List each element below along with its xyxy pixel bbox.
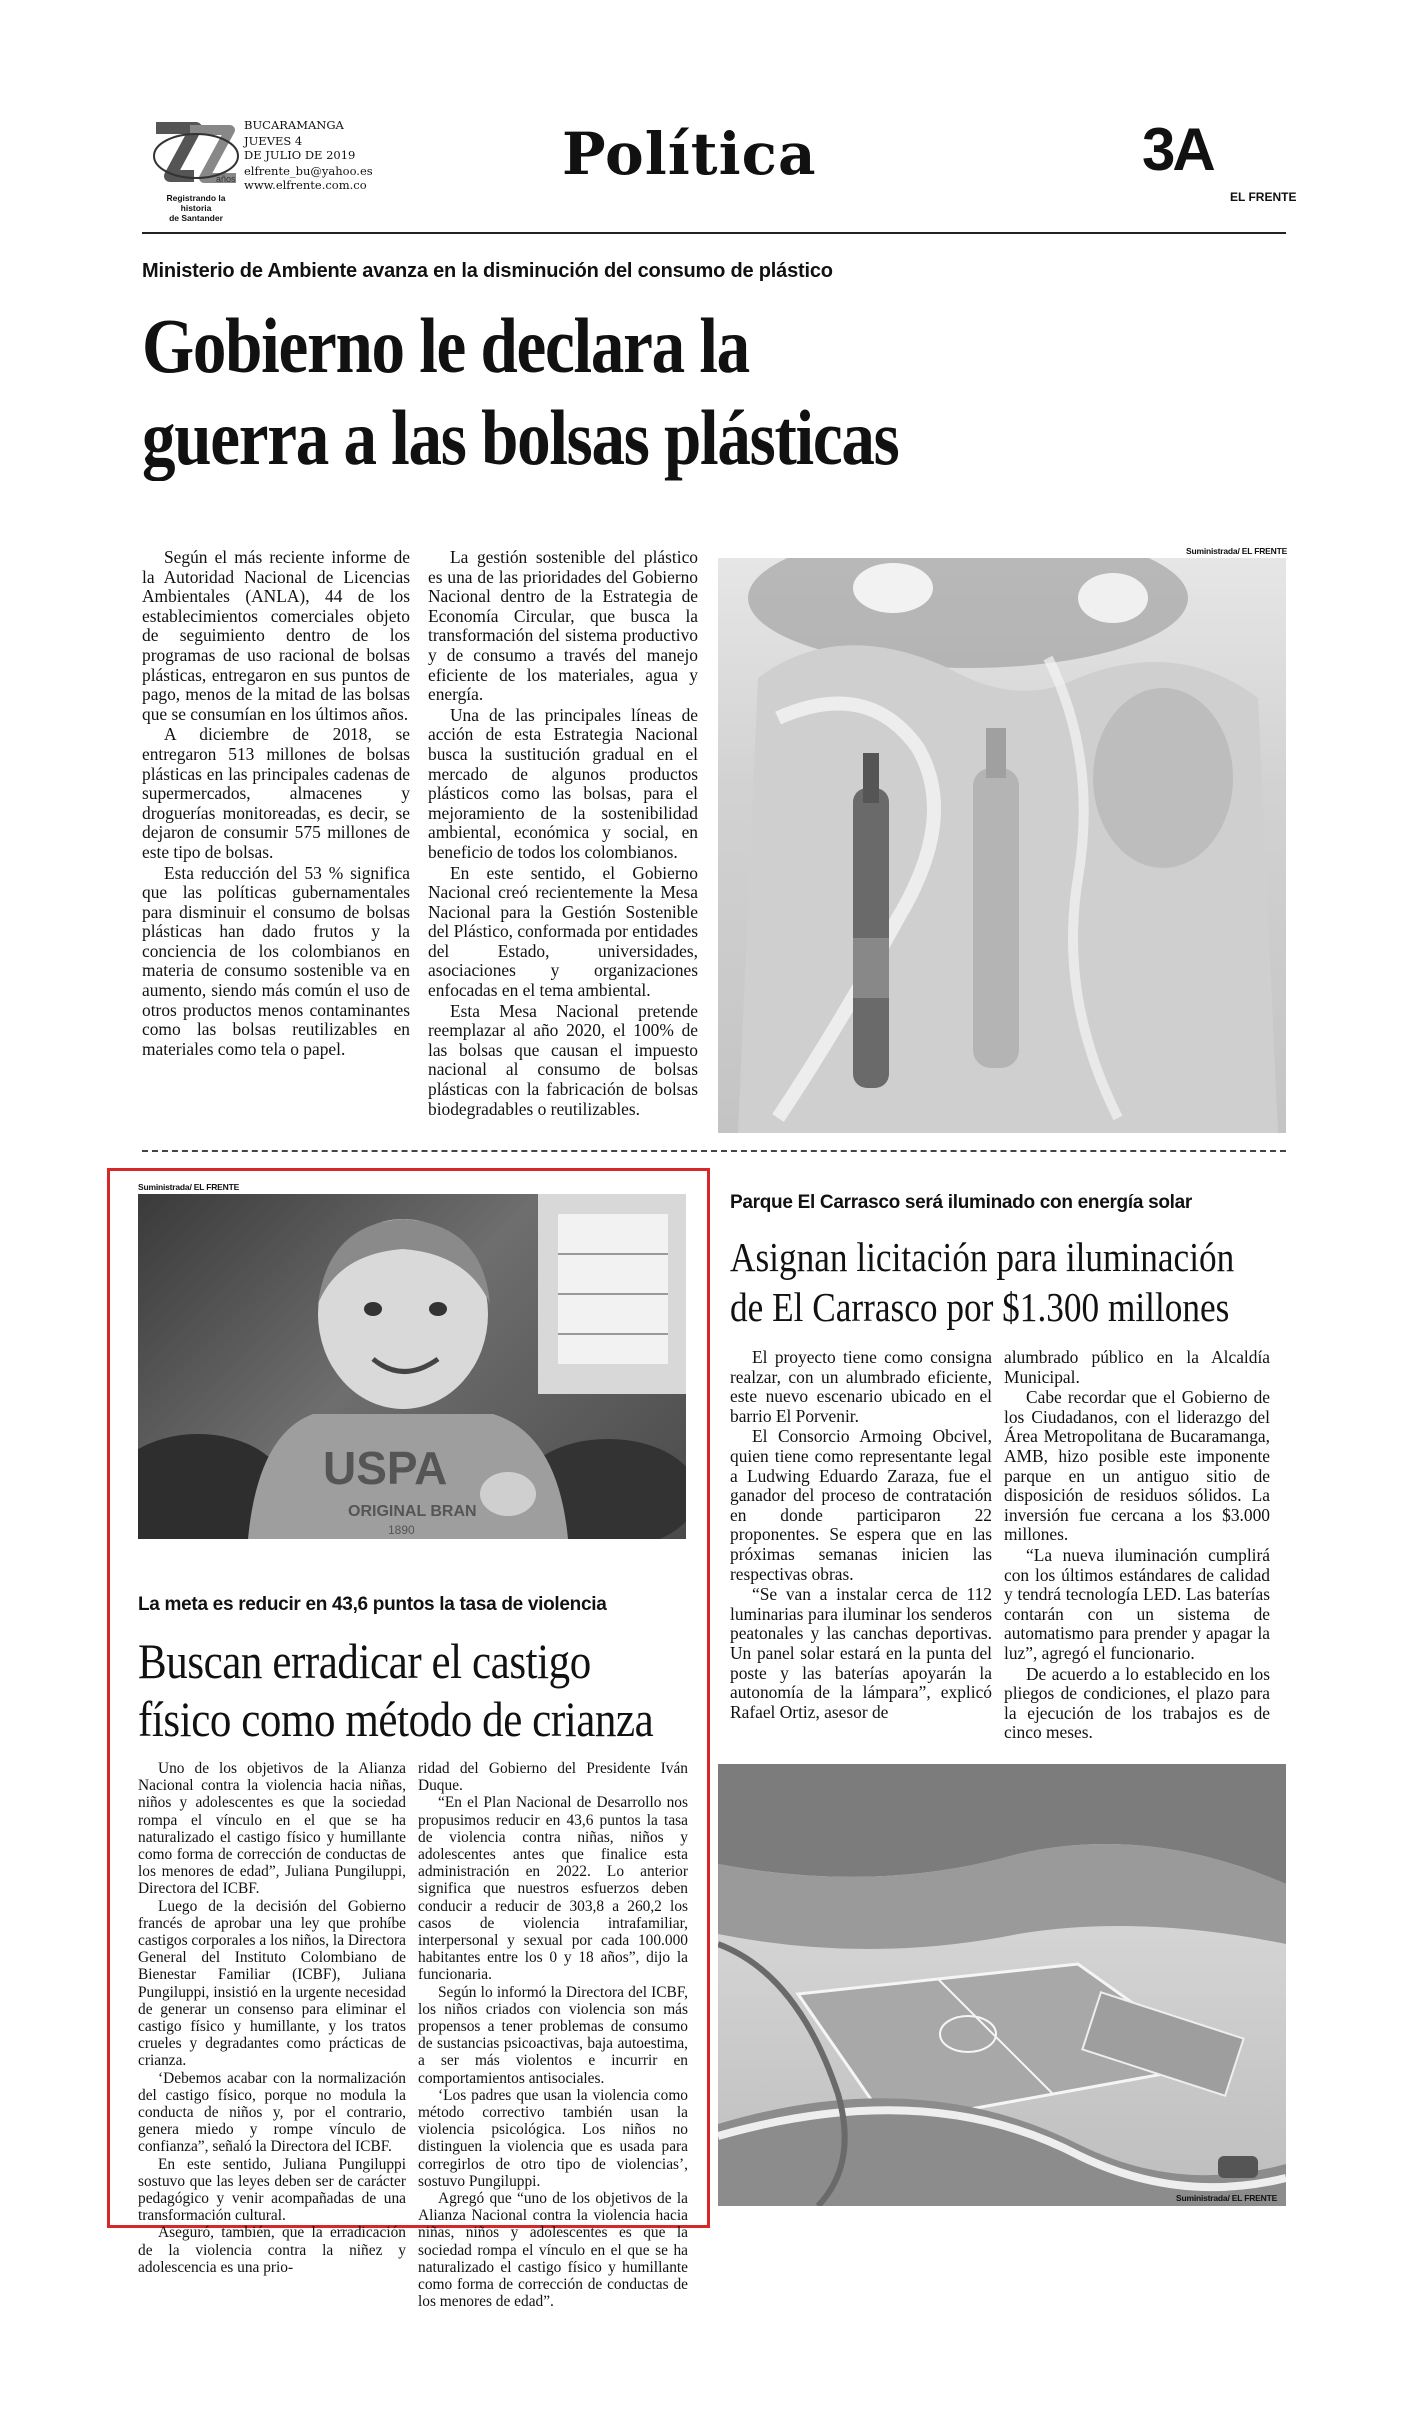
masthead-info: [244, 118, 373, 192]
story1-headline: [142, 300, 898, 484]
story1-column2: [428, 548, 698, 1120]
story1-kicker: Ministerio de Ambiente avanza en la disminución del consumo de plástico: [142, 260, 833, 282]
story2-kicker: La meta es reducir en 43,6 puntos la tasa de violencia: [138, 1594, 607, 1615]
story3-paragraph: El Consorcio Armoing Obcivel, quien tiene como representante legal a Ludwing Eduardo Zaraza, fue el ganador del proceso de contratación en donde participaron 22 proponentes. Se espera que en las próximas semanas inicien las respectivas obras.: [730, 1426, 992, 1584]
story2-paragraph-continued: ridad del Gobierno del Presidente Iván Duque.: [418, 1760, 688, 1795]
story2-paragraph: ‘Los padres que usan la violencia como método correctivo también usan la violencia psicológica. Los niños no distinguen la violencia que es usada para corregirlos de otro tipo de violencias’, sostuvo Pungiluppi.: [418, 2086, 688, 2190]
story1-photo-credit: Suministrada/ EL FRENTE: [1186, 546, 1288, 556]
logo-slogan-line1: Registrando la historia: [166, 193, 226, 213]
shirt-print-sub: ORIGINAL BRAN: [348, 1503, 477, 1520]
story2-headline: [138, 1632, 653, 1748]
shirt-print-text: USPA: [323, 1442, 448, 1494]
date-line2: DE JULIO DE 2019: [244, 148, 356, 162]
masthead-divider: [142, 232, 1286, 234]
story1-column1: [142, 548, 410, 1060]
story1-paragraph: Según el más reciente informe de la Autoridad Nacional de Licencias Ambientales (ANLA), 44 de los establecimientos comerciales objeto de seguimiento dentro de los programas de uso racional de bolsas plásticas, entregaron en sus puntos de pago, menos de la mitad de las bolsas que se consumían en los últimos años.: [142, 547, 410, 724]
section-title: Política: [562, 120, 817, 188]
website-link[interactable]: www.elfrente.com.co: [244, 178, 367, 192]
city: BUCARAMANGA: [244, 118, 344, 132]
story1-paragraph: A diciembre de 2018, se entregaron 513 millones de bolsas plásticas en las principales cadenas de supermercados, almacenes y droguerías monitoreadas, es decir, se dejaron de consumir 575 millones de este tipo de bolsas.: [142, 724, 410, 862]
story2-paragraph: En este sentido, Juliana Pungiluppi sostuvo que las leyes deben ser de carácter pedagógico y venir acompañadas de una transformación cultural.: [138, 2155, 406, 2225]
story3-column1: [730, 1348, 992, 1723]
el-carrasco-park-photo: [718, 1764, 1286, 2206]
story2-column2: [418, 1760, 688, 2311]
logo-slogan-line2: de Santander: [169, 213, 223, 223]
story3-column2: [1004, 1348, 1270, 1744]
story2-column1: [138, 1760, 406, 2276]
story1-paragraph: La gestión sostenible del plástico es una de las prioridades del Gobierno Nacional dentro de la Estrategia de Economía Circular, que busca la transformación del sistema productivo y de consumo a través del manejo eficiente de los materiales, agua y energía.: [428, 547, 698, 705]
logo-mark-icon: [150, 118, 242, 188]
story2-headline-line2: físico como método de crianza: [138, 1691, 654, 1747]
story2-photo-credit: Suministrada/ EL FRENTE: [138, 1182, 240, 1192]
story2-headline-line1: Buscan erradicar el castigo: [138, 1633, 591, 1689]
story3-headline-line1: Asignan licitación para iluminación: [730, 1234, 1235, 1280]
newspaper-logo: [150, 118, 242, 223]
story3-headline-line2: de El Carrasco por $1.300 millones: [730, 1284, 1230, 1330]
story1-paragraph: En este sentido, el Gobierno Nacional creó recientemente la Mesa Nacional para la Gestión Sostenible del Plástico, conformada por entidades del Estado, universidades, asociaciones y organizaciones enfocadas en el tema ambiental.: [428, 862, 698, 1001]
story3-paragraph: “Se van a instalar cerca de 112 luminarias para iluminar los senderos peatonales y las canchas deportivas. Un panel solar estará en la punta del poste y las baterías apoyarán la autonomía de la lámpara”, explicó Rafael Ortiz, asesor de: [730, 1584, 992, 1722]
svg-text:años: años: [216, 174, 236, 184]
section-divider-dashed: [142, 1150, 1286, 1152]
story2-paragraph: Agregó que “uno de los objetivos de la Alianza Nacional contra la violencia hacia niñas, niños y adolescentes es que la sociedad rompa el vínculo en el que se ha naturalizado el castigo físico y humillante como forma de corrección de conductas de los menores de edad”.: [418, 2190, 688, 2311]
story2-paragraph: Uno de los objetivos de la Alianza Nacional contra la violencia hacia niñas, niños y adolescentes es que la sociedad rompa el vínculo en el que se ha naturalizado el castigo físico y humillante como forma de corrección de conductas de los menores de edad”, Juliana Pungiluppi, Directora del ICBF.: [138, 1760, 406, 1898]
story3-paragraph: Cabe recordar que el Gobierno de los Ciudadanos, con el liderazgo del Área Metropolitana de Bucaramanga, AMB, hizo posible este imponente parque en un antiguo sitio de disposición de residuos sólidos. La inversión fue cercana a los $3.000 millones.: [1004, 1387, 1270, 1545]
paper-name: EL FRENTE: [1230, 190, 1297, 204]
plastic-bags-photo: [718, 558, 1286, 1133]
story3-photo-credit: Suministrada/ EL FRENTE: [1176, 2193, 1278, 2203]
story2-paragraph: Aseguró, también, que la erradicación de la violencia contra la niñez y adolescencia es una prio-: [138, 2224, 406, 2276]
story2-paragraph: Según lo informó la Directora del ICBF, los niños criados con violencia son más propensos a tener problemas de consumo de sustancias psicoactivas, baja autoestima, a ser más violentos e incurrir en comportamientos antisociales.: [418, 1983, 688, 2087]
story2-paragraph: Luego de la decisión del Gobierno francés de aprobar una ley que prohíbe castigos corporales a los niños, la Directora General del Instituto Colombiano de Bienestar Familiar (ICBF), Juliana Pungiluppi, insistió en la urgente necesidad de generar un consenso para eliminar el castigo físico y humillante, y los tratos crueles y degradantes como prácticas de crianza.: [138, 1897, 406, 2070]
story3-paragraph: De acuerdo a lo establecido en los pliegos de condiciones, el plazo para la ejecución de los trabajos es de cinco meses.: [1004, 1663, 1270, 1743]
story3-paragraph: “La nueva iluminación cumplirá con los últimos estándares de calidad y tendrá tecnología LED. Las baterías contarán con un sistema de automatismo para prender y apagar la luz”, agregó el funcionario.: [1004, 1544, 1270, 1663]
page-number: 3A: [1142, 116, 1213, 183]
story3-headline: [730, 1232, 1234, 1332]
story2-paragraph: “En el Plan Nacional de Desarrollo nos propusimos reducir en 43,6 puntos la tasa de violencia contra niñas, niños y adolescentes antes que finalice esta administración en 2022. Lo anterior significa que nuestros esfuerzos deben conducir a reducir de 303,8 a 260,2 los casos de violencia intrafamiliar, interpersonal y sexual por cada 100.000 habitantes entre los 0 y 18 años”, dijo la funcionaria.: [418, 1794, 688, 1984]
story1-paragraph: Una de las principales líneas de acción de esta Estrategia Nacional busca la sustitución gradual en el mercado de algunos productos plásticos como las bolsas, para el mejoramiento de la sostenibilidad ambiental, económica y social, en beneficio de todos los colombianos.: [428, 704, 698, 862]
story1-paragraph: Esta reducción del 53 % significa que las políticas gubernamentales para disminuir el consumo de bolsas plásticas han dado frutos y la conciencia de los colombianos en materia de consumo sostenible va en aumento, siendo más común el uso de otros productos menos contaminantes como las bolsas reutilizables en materiales como tela o papel.: [142, 862, 410, 1059]
story3-kicker: Parque El Carrasco será iluminado con energía solar: [730, 1192, 1192, 1213]
story1-headline-line1: Gobierno le declara la: [142, 302, 749, 389]
story1-headline-line2: guerra a las bolsas plásticas: [142, 394, 899, 481]
story1-paragraph: Esta Mesa Nacional pretende reemplazar al año 2020, el 100% de las bolsas que causan el impuesto nacional al consumo de bolsas plásticas con la fabricación de bolsas biodegradables o reutilizables.: [428, 1000, 698, 1119]
child-photo: [138, 1194, 686, 1539]
email-link[interactable]: elfrente_bu@yahoo.es: [244, 164, 373, 178]
story2-paragraph: ‘Debemos acabar con la normalización del castigo físico, porque no modula la conducta de niños y, por el contrario, genera miedo y rompe vínculo de confianza”, señaló la Directora del ICBF.: [138, 2069, 406, 2156]
date-line1: JUEVES 4: [244, 134, 303, 148]
shirt-print-year: 1890: [388, 1523, 415, 1537]
story3-paragraph-continued: alumbrado público en la Alcaldía Municipal.: [1004, 1347, 1270, 1387]
story3-paragraph: El proyecto tiene como consigna realzar, con un alumbrado eficiente, este nuevo escenario ubicado en el barrio El Porvenir.: [730, 1347, 992, 1426]
